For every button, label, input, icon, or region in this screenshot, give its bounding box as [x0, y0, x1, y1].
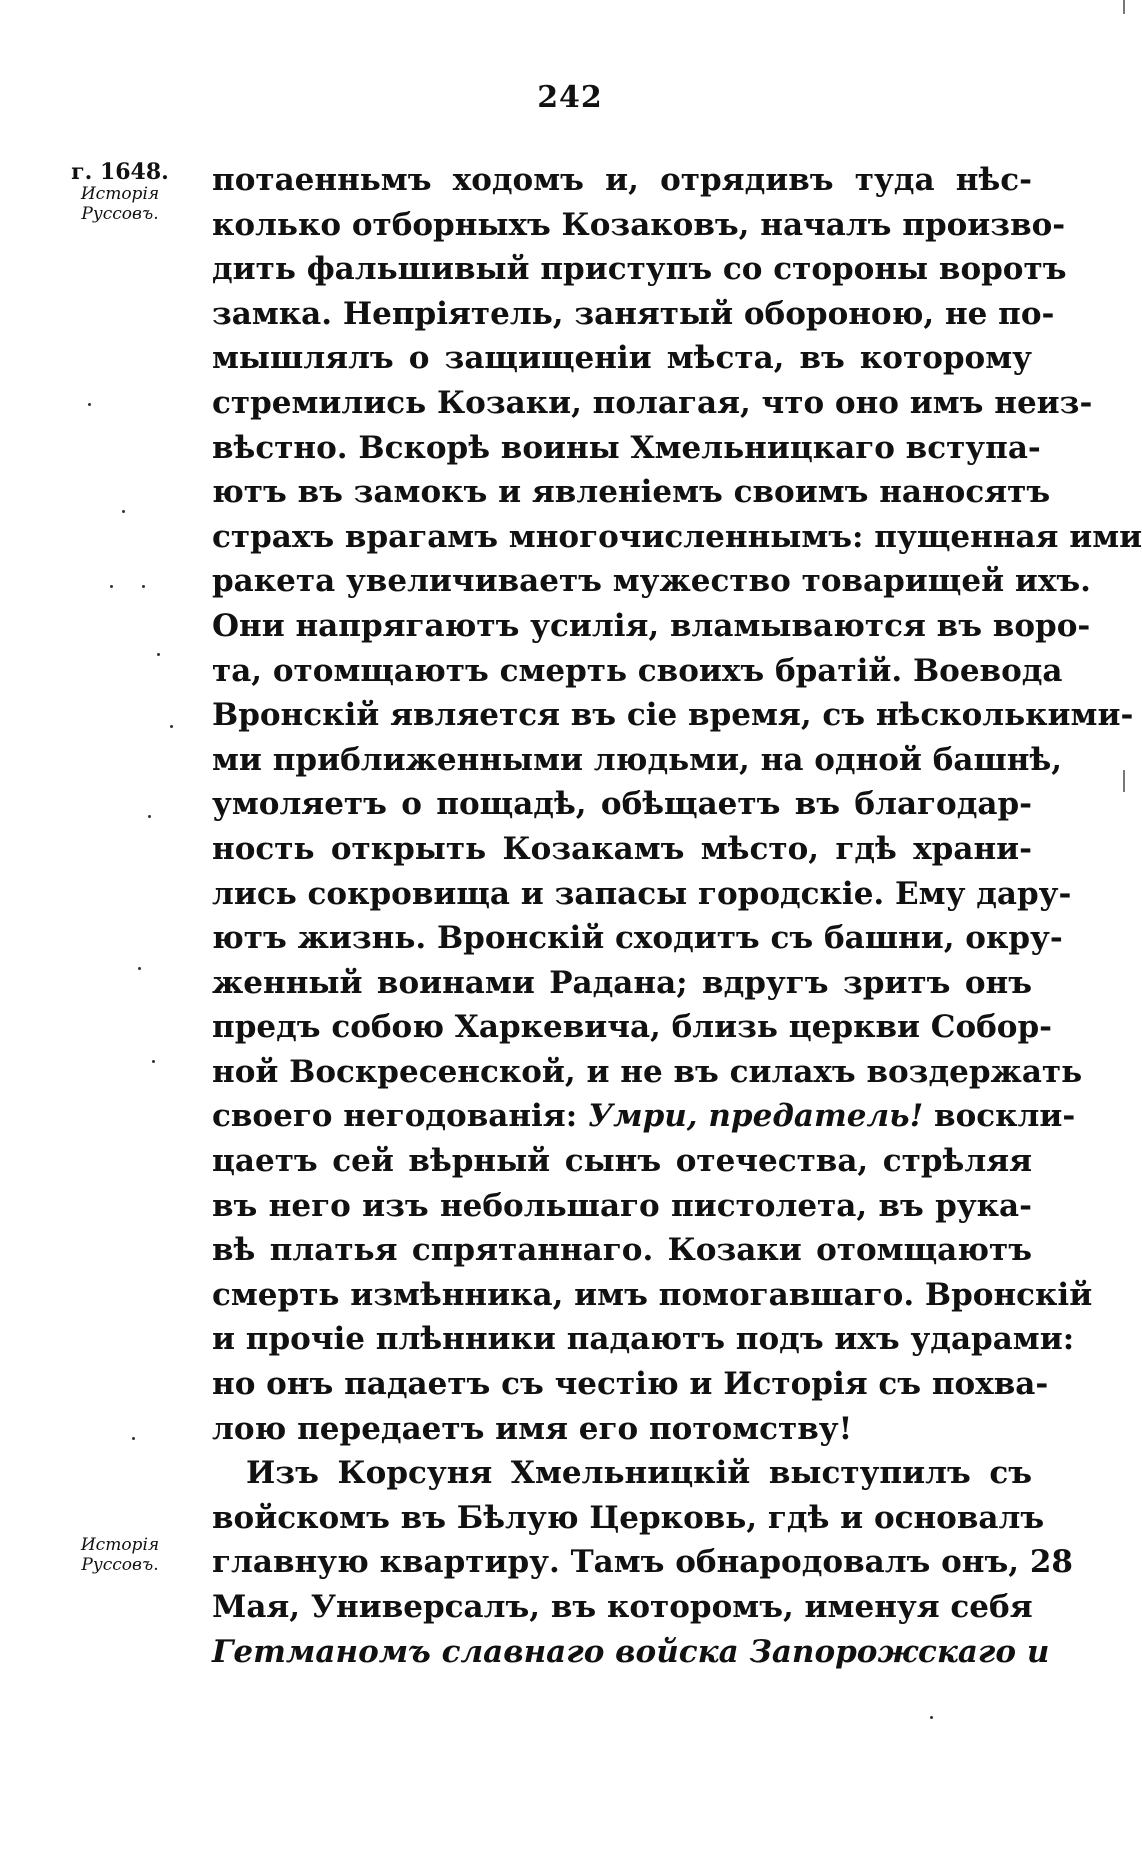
text-line: но онъ падаетъ съ честію и Исторія съ похва-	[212, 1366, 1049, 1403]
text-line: страхъ врагамъ многочисленнымъ: пущенная ими	[212, 518, 1142, 555]
text-line: ной Воскресенской, и не въ силахъ воздержать	[212, 1053, 1083, 1090]
text-line: ютъ въ замокъ и явленіемъ своимъ наносятъ	[212, 474, 1051, 511]
print-speck	[152, 1060, 155, 1063]
print-speck	[88, 403, 91, 406]
text-line: смерть измѣнника, имъ помогавшаго. Вронскій	[212, 1276, 1093, 1313]
print-speck	[142, 585, 145, 588]
print-speck	[110, 585, 113, 588]
text-line: потаенньмъ ходомъ и, отрядивъ туда нѣс-	[212, 162, 1032, 198]
text-line: Они напрягаютъ усилія, вламываются въ воро-	[212, 607, 1091, 644]
margin-note-line: Исторія	[80, 1535, 160, 1555]
text-line: войскомъ въ Бѣлую Церковь, гдѣ и основалъ	[212, 1499, 1045, 1536]
text-fragment: воскли-	[934, 1098, 1076, 1135]
print-speck	[157, 653, 160, 656]
text-line: лою передаетъ имя его потомству!	[212, 1410, 853, 1447]
text-line: вѣстно. Вскорѣ воины Хмельницкаго вступа-	[212, 429, 1041, 466]
text-line: колько отборныхъ Козаковъ, началъ произво-	[212, 206, 1066, 243]
text-fragment: и	[1026, 1633, 1050, 1670]
text-line: умоляетъ о пощадѣ, обѣщаетъ въ благодар-	[212, 786, 1032, 823]
print-speck	[122, 510, 125, 513]
text-line: Мая, Универсалъ, въ которомъ, именуя себя	[212, 1589, 1033, 1625]
emphasized-exclamation: Умри, предатель!	[587, 1098, 924, 1135]
paragraph-first-line: Изъ Корсуня Хмельницкій выступилъ съ	[246, 1455, 1032, 1492]
text-line: вѣ платья спрятаннаго. Козаки отомщаютъ	[212, 1232, 1032, 1269]
text-line: та, отомщаютъ смерть своихъ братій. Воевода	[212, 652, 1063, 689]
text-line: ютъ жизнь. Вронскій сходитъ съ башни, окру-	[212, 920, 1063, 957]
scan-mark	[1123, 770, 1125, 792]
margin-note-line: Руссовъ.	[81, 204, 159, 224]
text-line: замка. Непріятель, занятый обороною, не по-	[212, 295, 1055, 332]
scan-mark	[1123, 0, 1125, 14]
text-line: и прочіе плѣнники падаютъ подъ ихъ ударами:	[212, 1321, 1075, 1358]
text-line: стремились Козаки, полагая, что оно имъ неиз-	[212, 384, 1093, 421]
body-text	[212, 158, 1142, 1674]
margin-note-1	[40, 160, 200, 224]
text-line: въ него изъ небольшаго пистолета, въ рука-	[212, 1187, 1032, 1224]
margin-note-year: г. 1648.	[71, 159, 169, 185]
text-line: женный воинами Радана; вдругъ зритъ онъ	[212, 964, 1032, 1001]
text-line: лись сокровища и запасы городскіе. Ему дару-	[212, 875, 1072, 912]
text-fragment: своего негодованія:	[212, 1098, 578, 1135]
margin-note-2	[40, 1535, 200, 1575]
margin-note-line: Руссовъ.	[81, 1555, 159, 1575]
emphasized-title: Гетманомъ славнаго войска Запорожскаго	[212, 1633, 1017, 1670]
print-speck	[170, 725, 173, 728]
text-line: ми приближенными людьми, на одной башнѣ,	[212, 741, 1063, 778]
margin-note-line: Исторія	[80, 184, 160, 204]
text-line-with-emphasis	[212, 1094, 1076, 1139]
text-line: предъ собою Харкевича, близь церкви Собор-	[212, 1009, 1053, 1046]
print-speck	[138, 967, 141, 970]
text-line-with-emphasis	[212, 1630, 1050, 1675]
text-line: Вронскій является въ сіе время, съ нѣсколькими-	[212, 697, 1134, 734]
text-line: мышлялъ о защищеніи мѣста, въ которому	[212, 340, 1032, 377]
text-line: ракета увеличиваетъ мужество товарищей ихъ.	[212, 563, 1091, 600]
text-line: цаетъ сей вѣрный сынъ отечества, стрѣляя	[212, 1143, 1032, 1180]
text-line: ность открыть Козакамъ мѣсто, гдѣ храни-	[212, 830, 1032, 867]
print-speck	[930, 1716, 933, 1719]
print-speck	[132, 1437, 135, 1440]
text-line: главную квартиру. Тамъ обнародовалъ онъ, 28	[212, 1544, 1073, 1581]
page-number: 242	[537, 80, 603, 115]
print-speck	[148, 815, 151, 818]
text-line: дить фальшивый приступъ со стороны воротъ	[212, 251, 1067, 288]
